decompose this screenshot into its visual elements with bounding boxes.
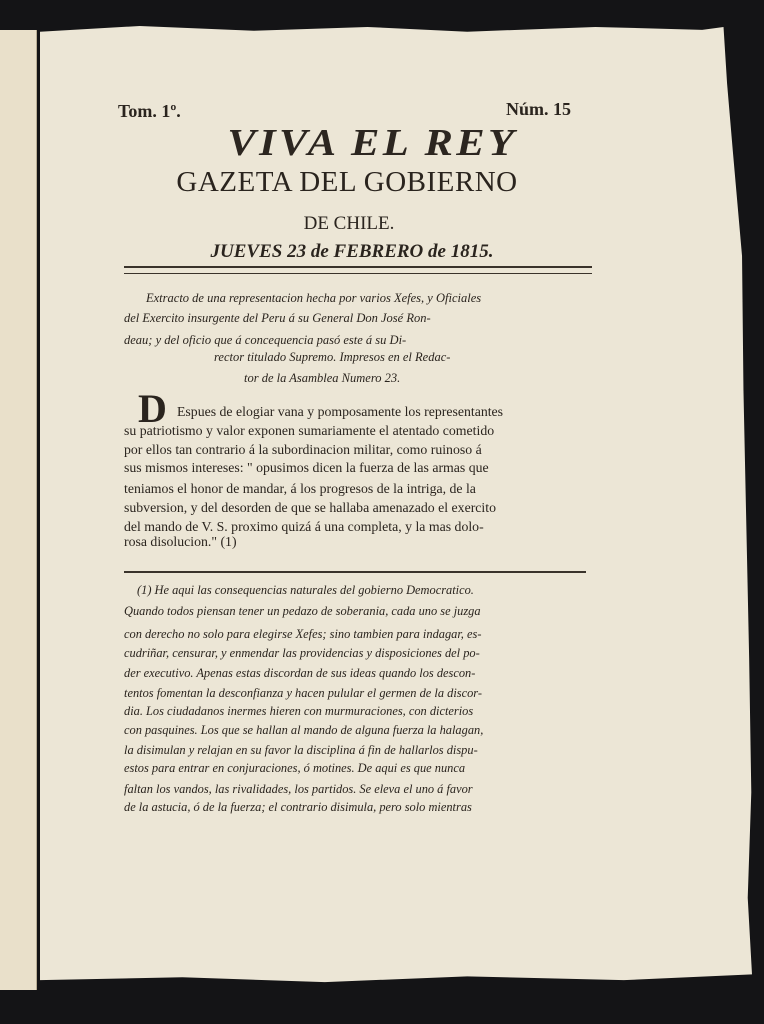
issue-number: Núm. 15 — [506, 99, 572, 119]
footnote-line: tentos fomentan la desconfianza y hacen pulular el germen de la discor- — [124, 686, 482, 700]
body-line: por ellos tan contrario á la subordinacion militar, como ruinoso á — [124, 442, 482, 457]
footnote-line: dia. Los ciudadanos inermes hieren con murmuraciones, con dicterios — [124, 704, 474, 718]
heading-line: del Exercito insurgente del Peru á su General Don José Ron- — [124, 311, 431, 325]
heading-line: Extracto de una representacion hecha por varios Xefes, y Oficiales — [146, 291, 482, 305]
heading-line: rector titulado Supremo. Impresos en el Redac- — [214, 350, 451, 364]
footnote-line: la disimulan y relajan en su favor la disciplina á fin de hallarlos dispu- — [124, 743, 478, 757]
masthead-motto: VIVA EL REY — [227, 122, 518, 164]
title-divider — [124, 266, 592, 274]
body-line: Espues de elogiar vana y pomposamente los representantes — [177, 404, 504, 419]
footnote-divider — [124, 571, 586, 573]
body-line: sus mismos intereses: " opusimos dicen la fuerza de las armas que — [124, 460, 489, 475]
footnote-line: faltan los vandos, las rivalidades, los partidos. Se eleva el uno á favor — [124, 782, 473, 796]
issue-date: JUEVES 23 de FEBRERO de 1815. — [210, 241, 494, 262]
body-line: rosa disolucion." (1) — [124, 534, 237, 549]
adjacent-page-edge — [0, 30, 37, 990]
footnote-line: der executivo. Apenas estas discordan de sus ideas quando los descon- — [124, 666, 476, 680]
footnote-line: con derecho no solo para elegirse Xefes; sino tambien para indagar, es- — [124, 627, 482, 641]
footnote-line: de la astucia, ó de la fuerza; el contrario disimula, pero solo mientras — [124, 800, 472, 814]
footnote-line: (1) He aqui las consequencias naturales del gobierno Democratico. — [137, 583, 474, 597]
body-line: del mando de V. S. proximo quizá á una completa, y la mas dolo- — [124, 519, 484, 534]
body-line: teniamos el honor de mandar, á los progresos de la intriga, de la — [124, 481, 476, 496]
drop-cap: D — [138, 386, 167, 431]
footnote-line: estos para entrar en conjuraciones, ó motines. De aqui es que nunca — [124, 761, 466, 775]
heading-line: tor de la Asamblea Numero 23. — [244, 371, 401, 385]
volume-label: Tom. 1º. — [118, 101, 181, 121]
masthead-title: GAZETA DEL GOBIERNO — [176, 166, 518, 198]
body-line: su patriotismo y valor exponen sumariamente el atentado cometido — [124, 423, 495, 438]
heading-line: deau; y del oficio que á concequencia pasó este á su Di- — [124, 333, 407, 347]
footnote-line: Quando todos piensan tener un pedazo de soberania, cada uno se juzga — [124, 604, 481, 618]
footnote-line: cudriñar, censurar, y enmendar las providencias y disposiciones del po- — [124, 646, 480, 660]
footnote-line: con pasquines. Los que se hallan al mando de alguna fuerza la halagan, — [124, 723, 484, 737]
body-line: subversion, y del desorden de que se hallaba amenazado el exercito — [124, 500, 496, 515]
masthead-country: DE CHILE. — [303, 213, 395, 234]
